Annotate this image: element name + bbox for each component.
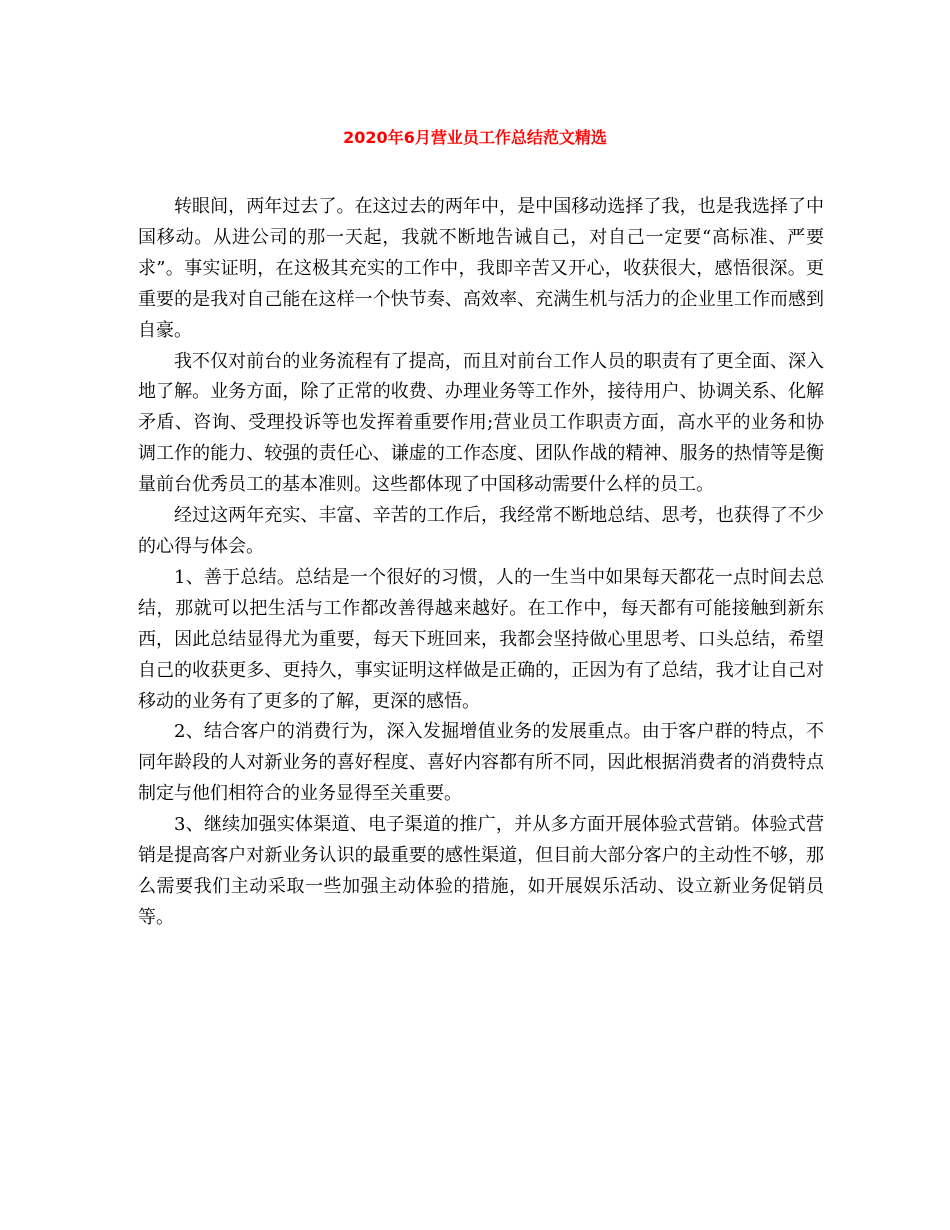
paragraph-reflection: 经过这两年充实、丰富、辛苦的工作后，我经常不断地总结、思考，也获得了不少的心得与体会。	[138, 505, 824, 557]
paragraph-intro: 转眼间，两年过去了。在这过去的两年中，是中国移动选择了我，也是我选择了中国移动。从进公司的那一天起，我就不断地告诫自己，对自己一定要“高标准、严要求”。事实证明，在这极其充实的工作中，我即辛苦又开心，收获很大，感悟很深。更重要的是我对自己能在这样一个快节奏、高效率、充满生机与活力的企业里工作而感到自豪。	[138, 196, 824, 341]
paragraph-duties: 我不仅对前台的业务流程有了提高，而且对前台工作人员的职责有了更全面、深入地了解。业务方面，除了正常的收费、办理业务等工作外，接待用户、协调关系、化解矛盾、咨询、受理投诉等也发挥着重要作用;营业员工作职责方面，高水平的业务和协调工作的能力、较强的责任心、谦虚的工作态度、团队作战的精神、服务的热情等是衡量前台优秀员工的基本准则。这些都体现了中国移动需要什么样的员工。	[138, 350, 824, 496]
document-body	[138, 192, 824, 934]
paragraph-point-2: 2、结合客户的消费行为，深入发掘增值业务的发展重点。由于客户群的特点，不同年龄段的人对新业务的喜好程度、喜好内容都有所不同，因此根据消费者的消费特点制定与他们相符合的业务显得至关重要。	[138, 721, 824, 805]
document-title: 2020年6月营业员工作总结范文精选	[343, 128, 607, 147]
paragraph-point-3: 3、继续加强实体渠道、电子渠道的推广，并从多方面开展体验式营销。体验式营销是提高客户对新业务认识的最重要的感性渠道，但目前大部分客户的主动性不够，那么需要我们主动采取一些加强主动体验的措施，如开展娱乐活动、设立新业务促销员等。	[138, 814, 824, 928]
paragraph-point-1: 1、善于总结。总结是一个很好的习惯，人的一生当中如果每天都花一点时间去总结，那就可以把生活与工作都改善得越来越好。在工作中，每天都有可能接触到新东西，因此总结显得尤为重要，每天下班回来，我都会坚持做心里思考、口头总结，希望自己的收获更多、更持久，事实证明这样做是正确的，正因为有了总结，我才让自己对移动的业务有了更多的了解，更深的感悟。	[138, 566, 824, 712]
